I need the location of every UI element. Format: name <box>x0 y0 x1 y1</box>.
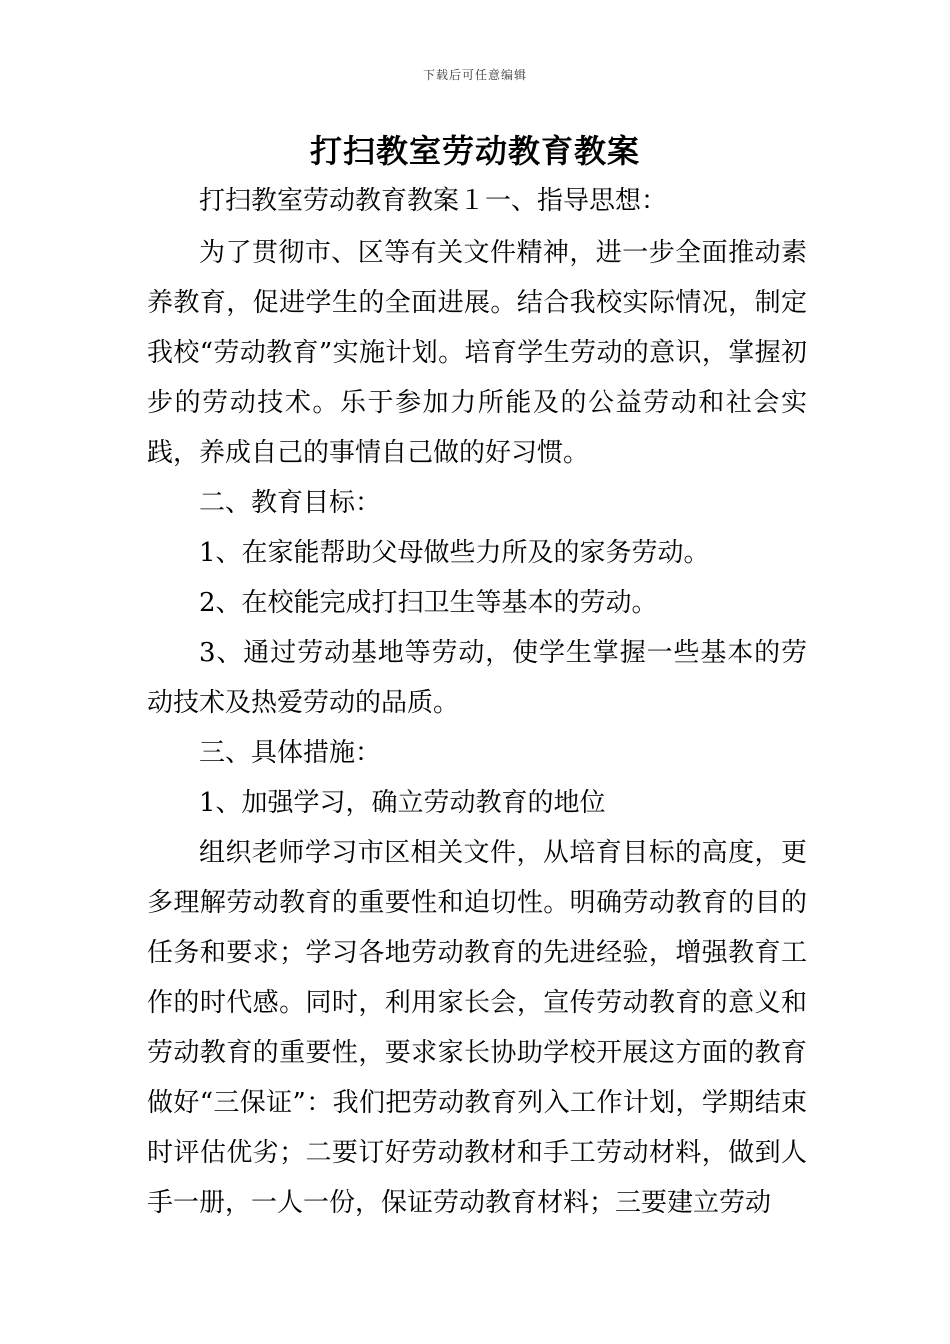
header-note: 下载后可任意编辑 <box>422 68 527 82</box>
document-body <box>147 176 807 1228</box>
paragraph-measure-detail: 组织老师学习市区相关文件，从培育目标的高度，更多理解劳动教育的重要性和迫切性。明确劳动教育的目的任务和要求；学习各地劳动教育的先进经验，增强教育工作的时代感。同时，利用家长会，宣传劳动教育的意义和劳动教育的重要性，要求家长协助学校开展这方面的教育做好“三保证”：我们把劳动教育列入工作计划，学期结束时评估优劣；二要订好劳动教材和手工劳动材料，做到人手一册，一人一份，保证劳动教育材料；三要建立劳动 <box>147 838 807 1218</box>
document-title: 打扫教室劳动教育教案 <box>309 132 640 170</box>
goal-item-1: 1、在家能帮助父母做些力所及的家务劳动。 <box>199 538 710 568</box>
goal-item-3: 3、通过劳动基地等劳动，使学生掌握一些基本的劳动技术及热爱劳动的品质。 <box>147 638 807 718</box>
paragraph-guiding-thought: 为了贯彻市、区等有关文件精神，进一步全面推动素养教育，促进学生的全面进展。结合我校实际情况，制定我校“劳动教育”实施计划。培育学生劳动的意识，掌握初步的劳动技术。乐于参加力所能及的公益劳动和社会实践，养成自己的事情自己做的好习惯。 <box>147 238 807 468</box>
measure-item-1: 1、加强学习，确立劳动教育的地位 <box>199 788 606 818</box>
section-heading-measures: 三、具体措施： <box>199 738 382 768</box>
goal-item-2: 2、在校能完成打扫卫生等基本的劳动。 <box>199 588 658 618</box>
section-heading-goals: 二、教育目标： <box>199 488 382 518</box>
paragraph-intro: 打扫教室劳动教育教案１一、指导思想： <box>199 186 668 216</box>
